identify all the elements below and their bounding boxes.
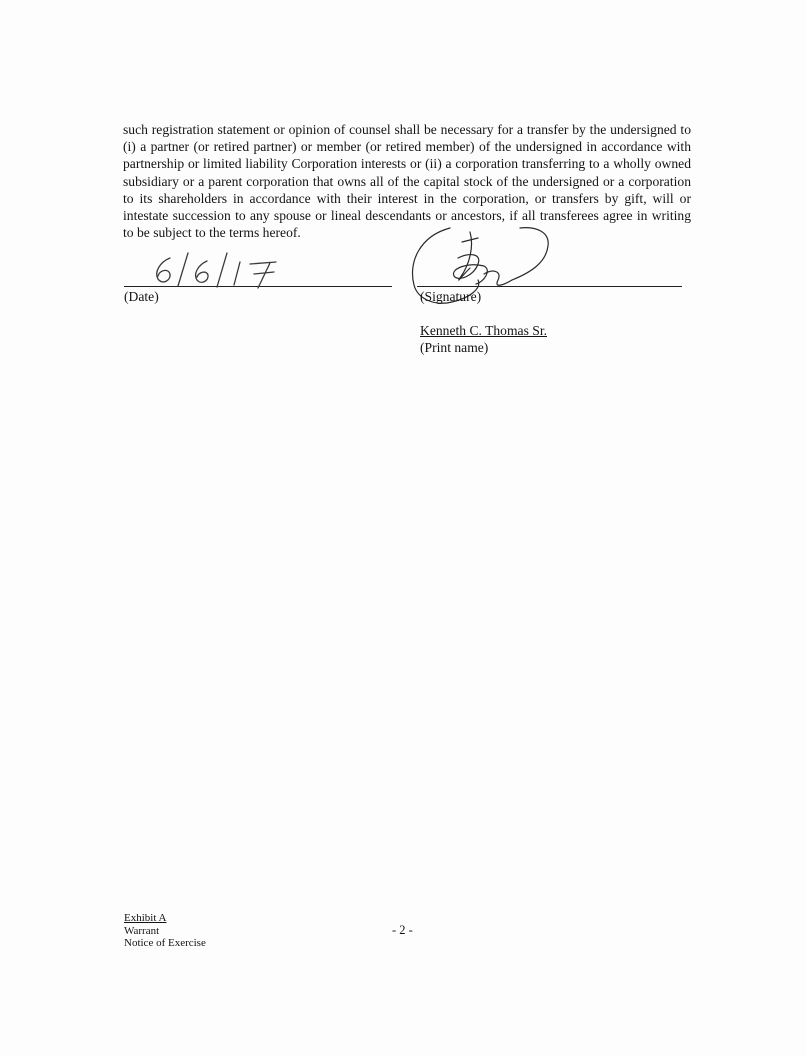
handwriting-layer [0,0,806,400]
footer-reference [124,912,206,950]
date-label: (Date) [124,289,159,304]
footer-warrant: Warrant [124,924,160,937]
signature-label: (Signature) [420,289,482,304]
printed-name: Kenneth C. Thomas Sr. [420,323,547,338]
footer-notice: Notice of Exercise [124,937,206,949]
body-paragraph: such registration statement or opinion of counsel shall be necessary for a transfer by the undersigned to (i) a partner (or retired partner) or member (or retired member) of the undersigned in accordance with partnership or limited liability Corporation interests or (ii) a corporation transferring to a wholly owned subsidiary or a parent corporation that owns all of the capital stock of the undersigned or a corporation to its shareholders in accordance with their interest in the corporation, or transfers by gift, will or intestate succession to any spouse or lineal descendants or ancestors, if all transferees agree in writing to be subject to the terms hereof. [123,122,691,241]
footer-exhibit: Exhibit A [124,912,167,924]
handwritten-date [157,253,276,288]
page-number: - 2 - [392,923,413,937]
print-name-label: (Print name) [420,340,489,355]
